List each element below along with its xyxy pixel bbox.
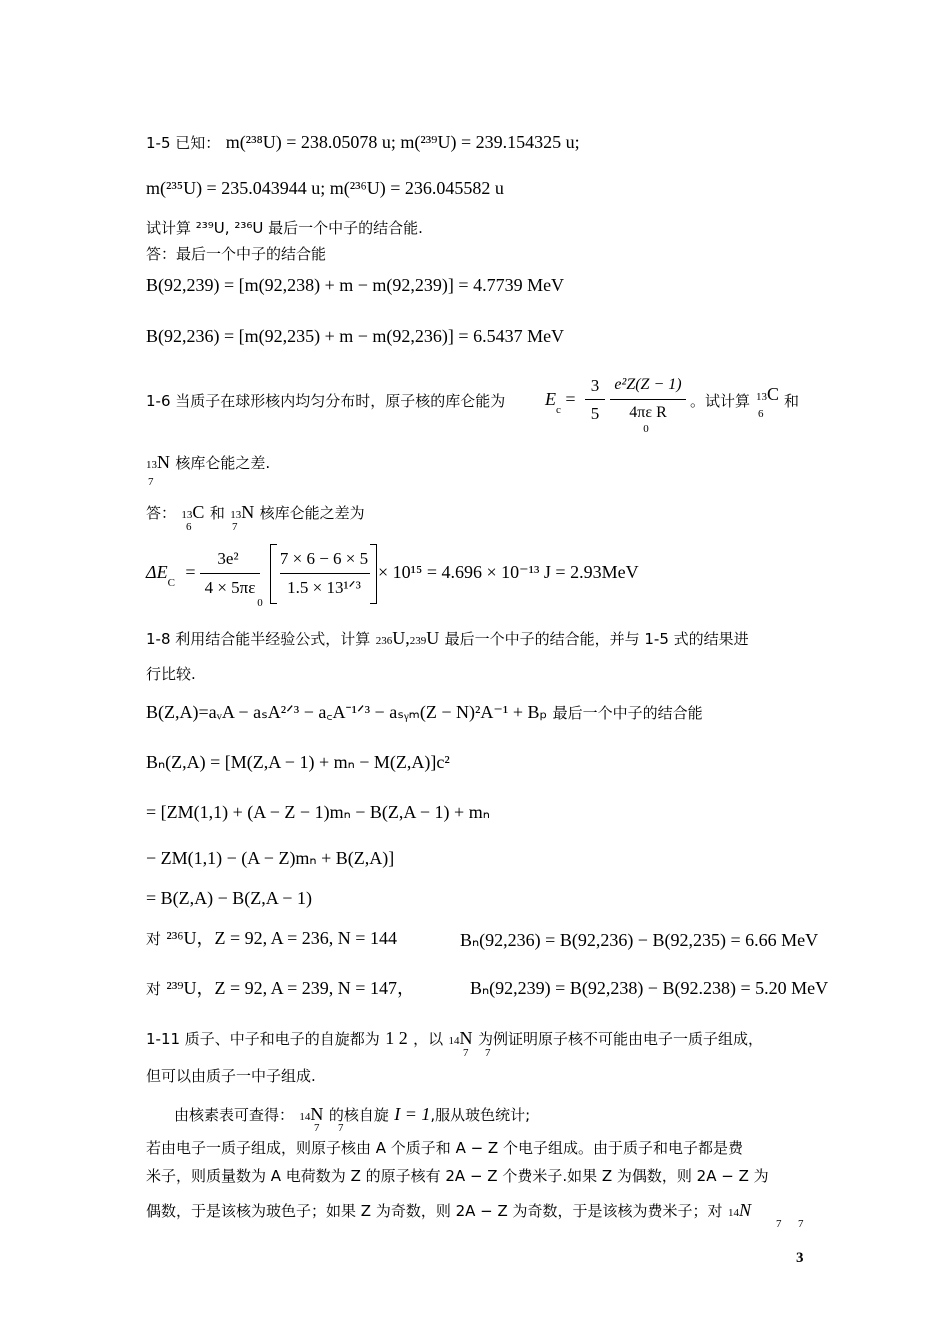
- coulomb-frac1-bar: [585, 399, 605, 400]
- problem-1-5-question: 试计算 ²³⁹U, ²³⁶U 最后一个中子的结合能.: [146, 219, 423, 237]
- derivation-line-1: = [ZM(1,1) + (A − Z − 1)mₙ − B(Z,A − 1) + mₙ: [146, 802, 490, 822]
- delta-e-result: × 10¹⁵ = 4.696 × 10⁻¹³ J = 2.93MeV: [378, 562, 639, 582]
- coulomb-frac1-den: 5: [590, 404, 600, 423]
- derivation-line-3: = B(Z,A) − B(Z,A − 1): [146, 888, 312, 908]
- coulomb-frac2-den: 4πε R: [629, 404, 667, 421]
- problem-1-6-and: 和: [784, 392, 800, 410]
- u236-result: Bₙ(92,236) = B(92,236) − B(92,235) = 6.66 MeV: [460, 930, 819, 950]
- n14-z-sub-2: 7: [314, 1122, 320, 1134]
- problem-1-8-line: 1-8 利用结合能半经验公式，计算 236U,239U 最后一个中子的结合能，并与 1-5 式的结果进: [146, 628, 749, 648]
- right-bracket: [370, 544, 377, 604]
- answer-1-11-line-1: 由核素表可查得： 14N 的核自旋 I = 1,服从玻色统计;: [174, 1104, 531, 1124]
- problem-1-11-line: 1-11 质子、中子和电子的自旋都为 1 2 ，以 14N 为例证明原子核不可能由电子一质子组成，: [146, 1028, 763, 1048]
- neutron-binding-def: Bₙ(Z,A) = [M(Z,A − 1) + mₙ − M(Z,A)]c²: [146, 752, 450, 772]
- mass-values-line-2: m(²³⁵U) = 235.043944 u; m(²³⁶U) = 236.045582 u: [146, 178, 504, 198]
- answer-1-11-line-3: 米子，则质量数为 A 电荷数为 Z 的原子核有 2A − Z 个费米子.如果 Z 为偶数，则 2A − Z 为: [146, 1167, 769, 1185]
- left-bracket: [270, 544, 277, 604]
- n14-n-sub-2: 7: [338, 1122, 344, 1134]
- coulomb-energy-lhs: [545, 389, 576, 416]
- answer-1-11-line-4: 偶数，于是该核为玻色子；如果 Z 为奇数，则 2A − Z 为奇数，于是该核为费米子；对 14N: [146, 1200, 751, 1220]
- c13-z-sub: 6: [186, 521, 192, 533]
- n14-n-sub-3: 7: [798, 1218, 804, 1230]
- delta-frac1-bar: [200, 573, 260, 574]
- coulomb-eq: =: [565, 389, 576, 409]
- coulomb-frac2-den-sub: 0: [643, 423, 649, 435]
- derivation-line-2: − ZM(1,1) − (A − Z)mₙ + B(Z,A)]: [146, 848, 395, 868]
- problem-1-5-label: 1-5 已知：: [146, 134, 221, 152]
- coulomb-frac2-bar: [610, 399, 686, 400]
- coulomb-lhs-symbol: E: [545, 389, 556, 409]
- u239-result: Bₙ(92,239) = B(92,238) − B(92.238) = 5.20 MeV: [470, 978, 829, 998]
- mass-values-line-1: m(²³⁸U) = 238.05078 u; m(²³⁹U) = 239.154325 u;: [225, 132, 580, 152]
- answer-1-6-line: 答： 13C 和 13N 核库仑能之差为: [146, 502, 365, 522]
- binding-energy-236: B(92,236) = [m(92,235) + m − m(92,236)] = 6.5437 MeV: [146, 326, 565, 346]
- coulomb-frac2-num: e²Z(Z − 1): [614, 376, 682, 393]
- delta-frac1-num: 3e²: [217, 549, 239, 568]
- nuclide-n13-line: 13N 7 核库仑能之差.: [146, 452, 271, 488]
- problem-1-8-line-2: 行比较.: [146, 665, 196, 683]
- semi-empirical-formula: B(Z,A)=aᵥA − aₛA²ᐟ³ − a꜀A⁻¹ᐟ³ − aₛᵧₘ(Z − N)²A⁻¹ + Bₚ 最后一个中子的结合能: [146, 702, 703, 722]
- delta-frac1-den: 4 × 5πε: [204, 578, 256, 597]
- u239-result-line: 对 ²³⁹U，Z = 92, A = 239, N = 147，: [146, 978, 415, 998]
- binding-energy-239: B(92,239) = [m(92,238) + m − m(92,239)] = 4.7739 MeV: [146, 275, 565, 295]
- problem-1-11-line-2: 但可以由质子一中子组成.: [146, 1067, 316, 1085]
- n13-z-sub: 7: [232, 521, 238, 533]
- problem-1-6-text-2: 。试计算: [690, 392, 751, 410]
- coulomb-lhs-sub: c: [556, 404, 561, 416]
- answer-1-5-intro: 答：最后一个中子的结合能: [146, 245, 327, 263]
- answer-1-11-line-2: 若由电子一质子组成，则原子核由 A 个质子和 A − Z 个电子组成。由于质子和电子都是费: [146, 1139, 743, 1157]
- n14-n-sub-1: 7: [485, 1047, 491, 1059]
- delta-frac1-den-sub: 0: [257, 597, 263, 609]
- nuclide-c13: 13C 6: [756, 384, 780, 420]
- u236-result-line: 对 ²³⁶U，Z = 92, A = 236, N = 144: [146, 928, 397, 948]
- delta-frac2-bar: [280, 573, 370, 574]
- n14-z-sub-1: 7: [463, 1047, 469, 1059]
- page-number: 3: [796, 1250, 804, 1266]
- problem-1-6-text-3: 核库仑能之差.: [175, 454, 271, 472]
- delta-frac2-num: 7 × 6 − 6 × 5: [279, 549, 369, 568]
- problem-1-6-text: 1-6 当质子在球形核内均匀分布时，原子核的库仑能为: [146, 392, 506, 410]
- delta-e-lhs: $\Delta E_C$ =: [146, 562, 196, 589]
- delta-frac2-den: 1.5 × 13¹ᐟ³: [287, 578, 361, 597]
- n14-z-sub-3: 7: [776, 1218, 782, 1230]
- coulomb-frac1-num: 3: [590, 376, 600, 395]
